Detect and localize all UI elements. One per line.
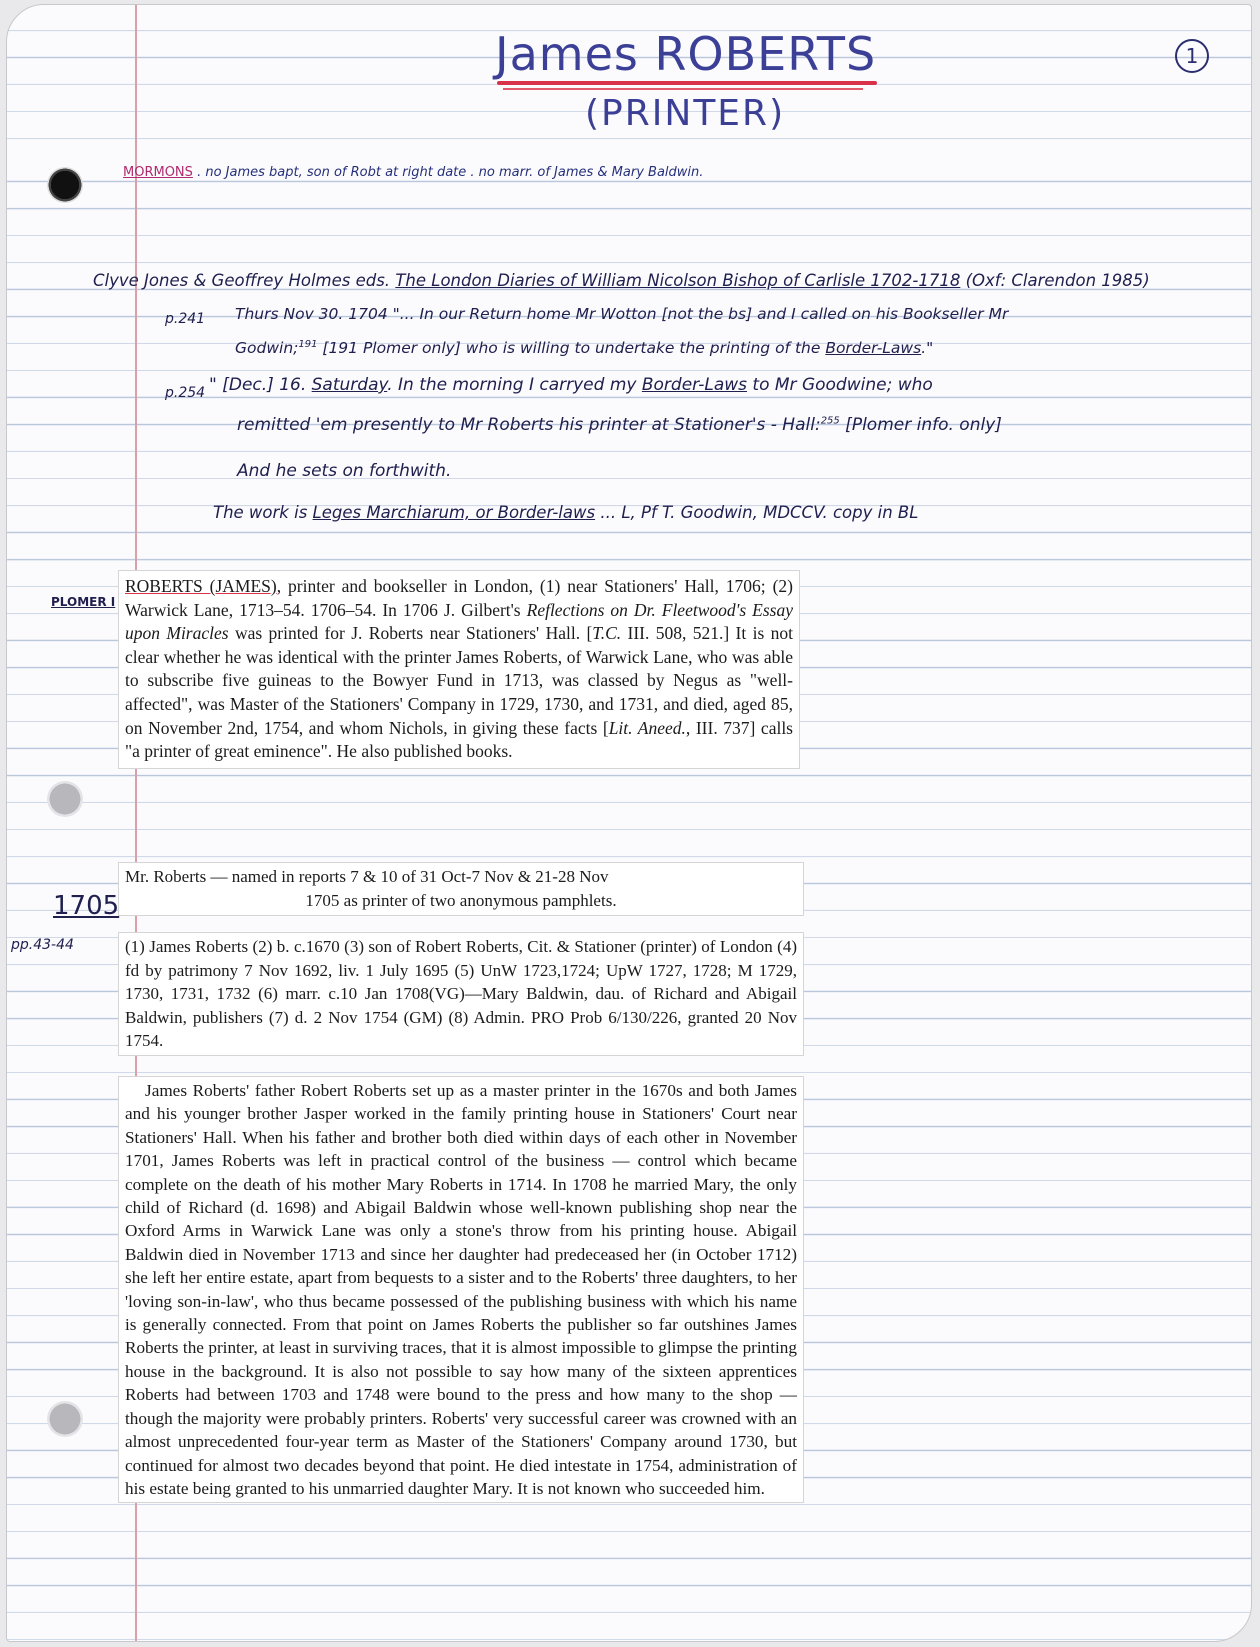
plomer-text-4: , III. 737] calls "a printer of great eminence". He also published books. bbox=[125, 717, 793, 762]
biography-paragraph: James Roberts' father Robert Roberts set up as a master printer in the 1670s and both James and his younger brother Jasper worked in the family printing house in Stationers' Court near Stationers' Hall. When his father and brother both died within days of each other in November 1701, James Roberts was left in practical control of the business — control which became complete on the death of his mother Mary Roberts in 1714. In 1708 he married Mary, the only child of Richard (d. 1698) and Abigail Baldwin whose well-known publishing shop near the Oxford Arms in Warwick Lane was only a stone's throw from his printing house. Abigail Baldwin died in November 1713 and since her daughter had predeceased her (in October 1712) she left her entire estate, apart from bequests to a sister and to the Roberts' three daughters, to her 'loving son-in-law', who thus became possessed of the publishing business with which his name is generally connected. From that point on James Roberts the publisher so far outshines James Roberts the printer, at least in surviving traces, that it is almost impossible to glimpse the printing house in the background. It is also not possible to say how many of the sixteen apprentices Roberts had between 1703 and 1748 were bound to the press and how many to the shop — though the majority were probably printers. Roberts' very successful career was crowned with an almost unprecedented four-year term as Master of the Stationers' Company around 1730, but continued for almost two decades beyond that point. He died intestate in 1754, administration of his estate being granted to his unmarried daughter Mary. It is not known who succeeded him. bbox=[125, 1081, 797, 1498]
page-title: James ROBERTS bbox=[495, 27, 877, 81]
work-title: Leges Marchiarum, or Border-laws bbox=[312, 503, 596, 522]
plomer-italic-2: T.C. bbox=[592, 623, 622, 644]
plomer-text-1: , printer and bookseller in London, (1) near Stationers' Hall, 1706; (2) Warwick Lane, 1713–54. 1706–54. In 1706 J. Gilbert's bbox=[125, 576, 793, 620]
diary-p254-label: p.254 bbox=[165, 385, 206, 401]
diary-dec16: " [Dec.] 16. bbox=[209, 375, 312, 395]
reports-clipping bbox=[119, 863, 803, 915]
margin-year-1705: 1705 bbox=[53, 891, 120, 921]
diary-border-laws-1: Border-Laws bbox=[825, 339, 922, 358]
mormons-text: . no James bapt, son of Robt at right date . no marr. of James & Mary Baldwin. bbox=[197, 165, 704, 180]
plomer-text-2: was printed for J. Roberts near Stationers' Hall. [ bbox=[228, 623, 593, 644]
work-imprint: ... L, Pf T. Goodwin, MDCCV. copy in BL bbox=[595, 503, 919, 522]
diary-plomer-info: [Plomer info. only] bbox=[839, 415, 1002, 435]
diary-goodwine: to Mr Goodwine; who bbox=[747, 375, 933, 395]
punch-hole-bottom bbox=[47, 1401, 83, 1437]
footnote-191: 191 bbox=[298, 339, 318, 350]
diary-p254-line2 bbox=[237, 415, 1002, 435]
mormons-note bbox=[123, 165, 703, 180]
diary-border-laws-2: Border-Laws bbox=[641, 375, 748, 395]
diary-p241-label: p.241 bbox=[165, 311, 206, 327]
diary-p241-line1: Thurs Nov 30. 1704 "... In our Return home Mr Wotton [not the bs] and I called on his Bookseller Mr bbox=[235, 305, 1009, 323]
citation-publisher: (Oxf: Clarendon 1985) bbox=[965, 271, 1150, 290]
diary-remitted: remitted 'em presently to Mr Roberts his printer at Stationer's - Hall: bbox=[237, 415, 821, 435]
diary-p241-line2 bbox=[235, 339, 933, 357]
citation-title: The London Diaries of William Nicolson Bishop of Carlisle 1702-1718 bbox=[395, 271, 961, 290]
plomer-italic-3: Lit. Aneed. bbox=[608, 717, 686, 738]
biography-entry: (1) James Roberts (2) b. c.1670 (3) son of Robert Roberts, Cit. & Stationer (printer) of London (4) fd by patrimony 7 Nov 1692, liv. 1 July 1695 (5) UnW 1723,1724; UpW 1727, 1728; M 1729, 1730, 1731, 1732 (6) marr. c.10 Jan 1708(VG)—Mary Baldwin, dau. of Richard and Abigail Baldwin, publishers (7) d. 2 Nov 1754 (GM) (8) Admin. PRO Prob 6/130/226, granted 20 Nov 1754. bbox=[125, 937, 797, 1051]
punch-hole-middle bbox=[47, 781, 83, 817]
citation-authors: Clyve Jones & Geoffrey Holmes eds. bbox=[93, 271, 391, 290]
work-line bbox=[213, 503, 918, 522]
title-underline-secondary bbox=[503, 88, 863, 90]
plomer-name: ROBERTS (JAMES) bbox=[125, 576, 277, 596]
diary-saturday: Saturday bbox=[311, 375, 388, 395]
reports-line1: Mr. Roberts — named in reports 7 & 10 of 31 Oct-7 Nov & 21-28 Nov bbox=[125, 867, 609, 886]
page-subtitle: (PRINTER) bbox=[585, 93, 786, 134]
margin-pages: pp.43-44 bbox=[11, 937, 74, 953]
punch-hole-top bbox=[47, 167, 83, 203]
notebook-page bbox=[6, 4, 1252, 1642]
biography-entry-clipping bbox=[119, 933, 803, 1055]
work-intro: The work is bbox=[213, 503, 313, 522]
diary-godwin: Godwin; bbox=[235, 339, 299, 358]
title-underline bbox=[497, 81, 877, 85]
plomer-clipping bbox=[119, 571, 799, 768]
diary-morning: . In the morning I carryed my bbox=[387, 375, 642, 395]
diary-p254-line1 bbox=[209, 375, 933, 395]
reports-line2: 1705 as printer of two anonymous pamphlets. bbox=[305, 891, 617, 910]
biography-paragraph-clipping bbox=[119, 1077, 803, 1502]
mormons-label: MORMONS bbox=[123, 165, 193, 180]
plomer-margin-label: PLOMER I bbox=[51, 595, 116, 609]
plomer-entry bbox=[125, 575, 793, 764]
diary-p254-line3: And he sets on forthwith. bbox=[237, 461, 452, 481]
citation-line bbox=[93, 271, 1150, 290]
page-number: 1 bbox=[1175, 39, 1209, 73]
footnote-255: 255 bbox=[820, 415, 840, 427]
plomer-italic-1: Reflections on Dr. Fleetwood's Essay upon Miracles bbox=[125, 599, 794, 644]
diary-p241-end: ." bbox=[921, 339, 934, 358]
diary-p241-text: [191 Plomer only] who is willing to undertake the printing of the bbox=[317, 339, 826, 358]
plomer-text-3: III. 508, 521.] It is not clear whether he was identical with the printer James Roberts, of Warwick Lane, who was able to subscribe five guineas to the Bowyer Fund in 1713, was classed by Negus as "well-affected", was Master of the Stationers' Company in 1729, 1730, and 1731, and died, aged 85, on November 2nd, 1754, and whom Nichols, in giving these facts [ bbox=[125, 623, 793, 738]
